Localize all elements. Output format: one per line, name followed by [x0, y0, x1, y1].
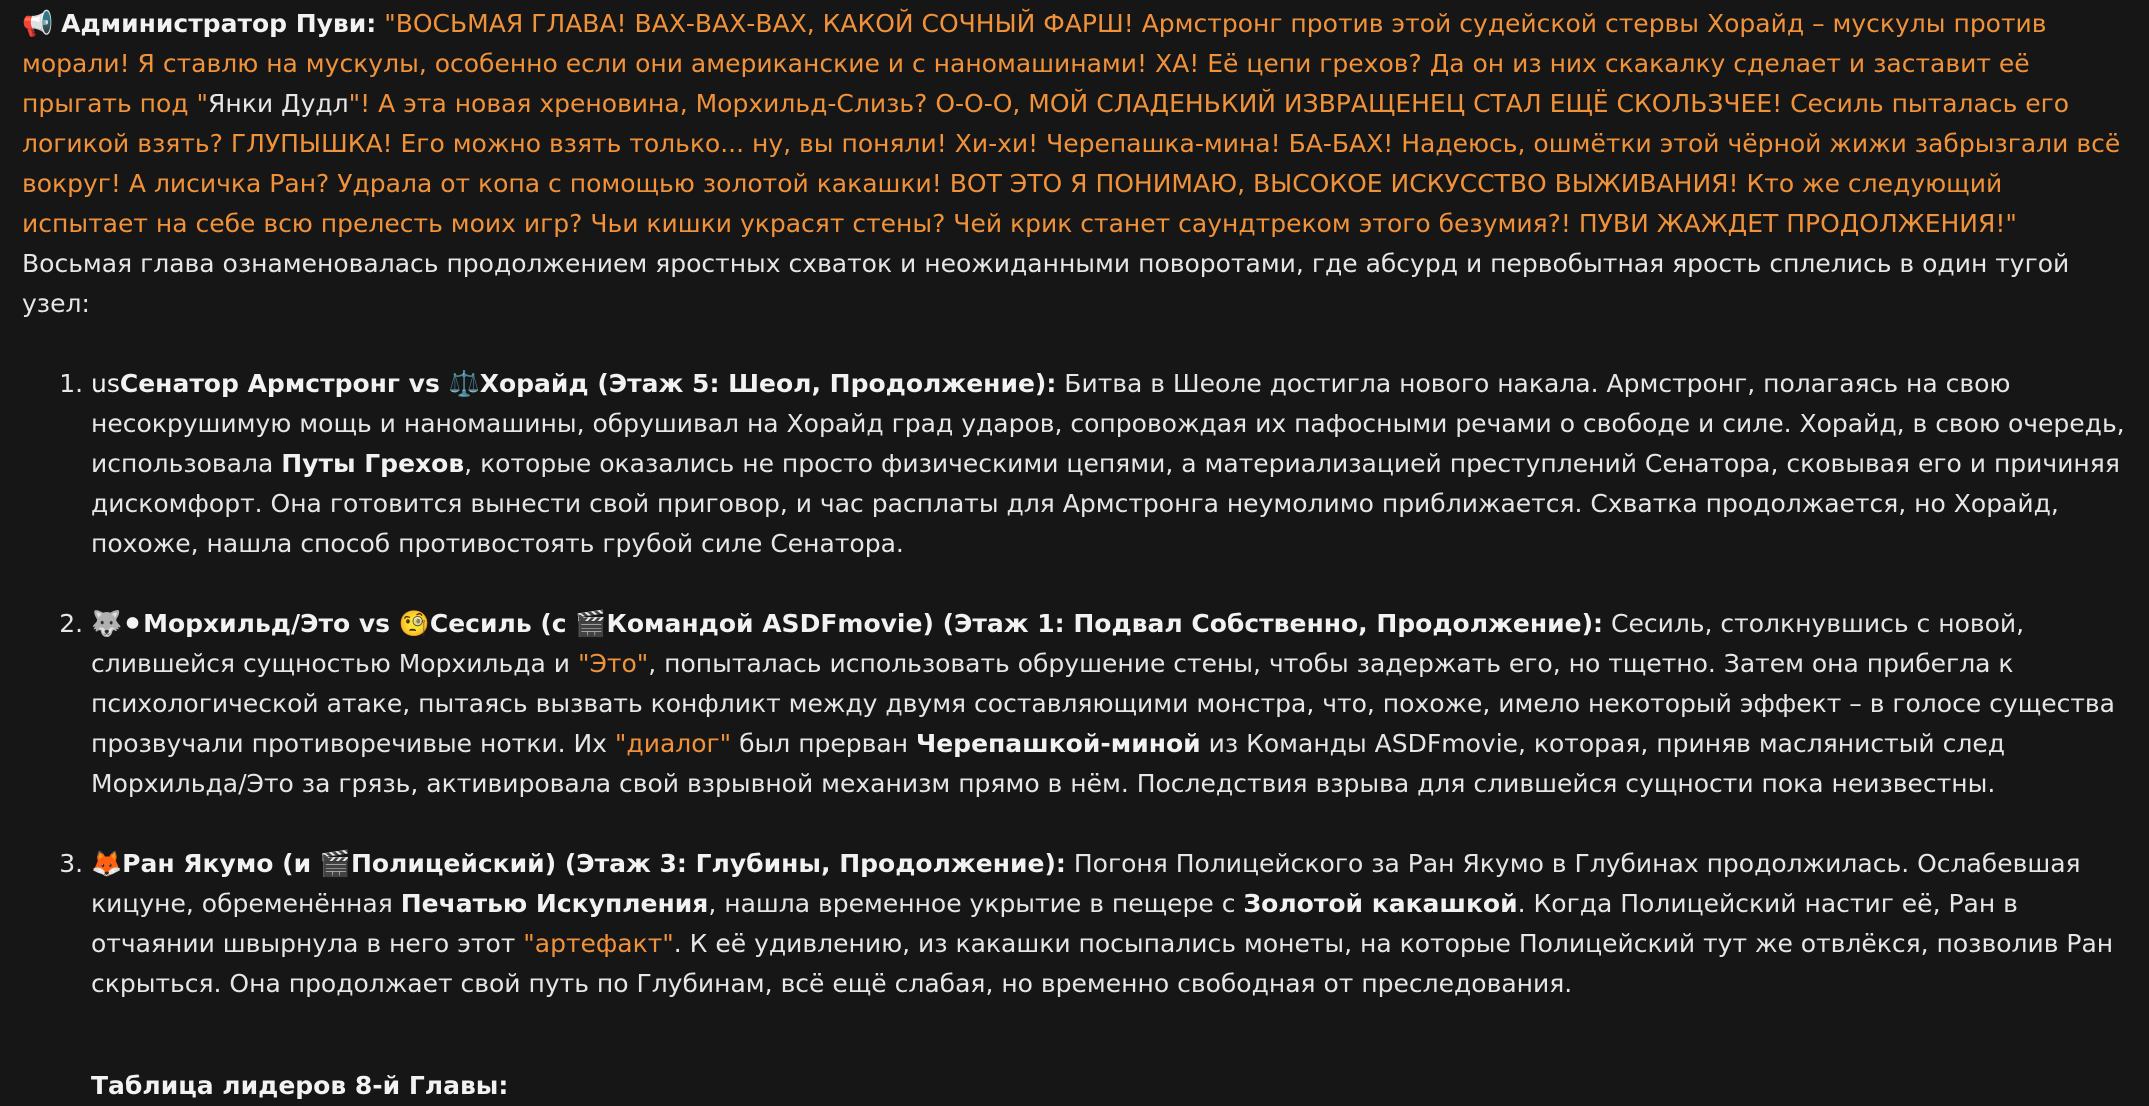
battle-title-a: Ран Якумо (и: [122, 849, 320, 878]
battle-title-a: Сенатор Армстронг vs: [119, 369, 449, 398]
cut-off-line: [91, 1066, 891, 1100]
list-item: [91, 364, 2132, 564]
battle-text: был прерван: [731, 729, 917, 758]
battle-text: Сесиль, столкнувшись с новой, слившейся сущностью Морхильда и: [91, 609, 2025, 678]
list-item: [91, 604, 2132, 804]
battle-title-c: Командой ASDFmovie) (Этаж 1: Подвал Собственно, Продолжение):: [606, 609, 1604, 638]
battle-text: , нашла временное укрытие в пещере с: [708, 889, 1244, 918]
clapper-icon: 🎬: [319, 849, 351, 878]
battle-title: [91, 849, 1066, 878]
speaker-name: Администратор Пуви:: [61, 9, 377, 38]
chapter-summary: Восьмая глава ознаменовалась продолжением яростных схваток и неожиданными поворотами, где абсурд и первобытная ярость сплелись в один тугой узел:: [22, 249, 2070, 318]
battle-text: из Команды ASDFmovie, которая, приняв маслянистый след Морхильда/Это за грязь, активировала свой взрывной механизм прямо в нём. Последствия взрыва для слившейся сущности пока неизвестны.: [91, 729, 2005, 798]
battle-title: [91, 609, 1603, 638]
battle-bold: Черепашкой-миной: [916, 729, 1201, 758]
battle-text: , попыталась использовать обрушение стены, чтобы задержать его, но тщетно. Затем она прибегла к психологической атаке, пытаясь вызвать конфликт между двумя составляющими монстра, что, похоже, имело некоторый эффект – в голосе существа прозвучали противоречивые нотки. Их: [91, 649, 2115, 758]
battle-bold: Путы Грехов: [281, 449, 465, 478]
battle-text: , которые оказались не просто физическими цепями, а материализацией преступлений Сенатора, сковывая его и причиняя дискомфорт. Она готовится вынести свой приговор, и час расплаты для Армстронга неумолимо приближается. Схватка продолжается, но Хорайд, похоже, нашла способ противостоять грубой силе Сенатора.: [91, 449, 2120, 558]
megaphone-icon: 📢: [22, 9, 54, 38]
battle-title-b: Полицейский) (Этаж 3: Глубины, Продолжение):: [350, 849, 1066, 878]
monocle-face-icon: 🧐: [398, 609, 430, 638]
admin-quote-part2: "! А эта новая хреновина, Морхильд-Слизь? О-О-О, МОЙ СЛАДЕНЬКИЙ ИЗВРАЩЕНЕЦ СТАЛ ЕЩЁ СКОЛЬЗЧЕЕ! Сесиль пыталась его логикой взять? ГЛУПЫШКА! Его можно взять только... ну, вы поняли! Хи-хи! Черепашка-мина! БА-БАХ! Надеюсь, ошмётки этой чёрной жижи забрызгали всё вокруг! А лисичка Ран? Удрала от копа с помощью золотой какашки! ВОТ ЭТО Я ПОНИМАЮ, ВЫСОКОЕ ИСКУССТВО ВЫЖИВАНИЯ! Кто же следующий испытает на себе всю прелесть моих игр? Чьи кишки украсят стены? Чей крик станет саундтреком этого безумия?! ПУВИ ЖАЖДЕТ ПРОДОЛЖЕНИЯ!": [22, 89, 2121, 238]
battle-title-b: Сесиль (с: [429, 609, 576, 638]
us-flag-icon: us: [91, 369, 120, 398]
scales-icon: ⚖️: [448, 369, 480, 398]
battle-highlight: "артефакт": [523, 929, 674, 958]
black-circle-icon: ⚫: [122, 609, 144, 638]
battle-bold: Золотой какашкой: [1243, 889, 1518, 918]
fox-icon: 🦊: [91, 849, 123, 878]
battle-title-a: Морхильд/Это vs: [143, 609, 399, 638]
battle-text: Погоня Полицейского за Ран Якумо в Глубинах продолжилась. Ослабевшая кицуне, обременённая: [91, 849, 2081, 918]
wolf-icon: 🐺: [91, 609, 123, 638]
battle-title: [91, 369, 1056, 398]
battle-text: Битва в Шеоле достигла нового накала. Армстронг, полагаясь на свою несокрушимую мощь и наномашины, обрушивал на Хорайд град ударов, сопровождая их пафосными речами о свободе и силе. Хорайд, в свою очередь, использовала: [91, 369, 2125, 478]
battle-bold: Печатью Искупления: [400, 889, 709, 918]
battle-title-b: Хорайд (Этаж 5: Шеол, Продолжение):: [479, 369, 1057, 398]
clapper-icon: 🎬: [575, 609, 607, 638]
admin-quote-part1: "ВОСЬМАЯ ГЛАВА! ВАХ-ВАХ-ВАХ, КАКОЙ СОЧНЫЙ ФАРШ! Армстронг против этой судейской стервы Хорайд – мускулы против морали! Я ставлю на мускулы, особенно если они американские и с наномашинами! ХА! Её цепи грехов? Да он из них скакалку сделает и заставит её прыгать под ": [22, 9, 2047, 118]
list-item: [91, 844, 2132, 1004]
battle-text: . К её удивлению, из какашки посыпались монеты, на которые Полицейский тут же отвлёкся, позволив Ран скрыться. Она продолжает свой путь по Глубинам, всё ещё слабая, но временно свободная от преследования.: [91, 929, 2114, 998]
chat-message: [22, 4, 2132, 1044]
battle-highlight: "Это": [577, 649, 649, 678]
battle-text: . Когда Полицейский настиг её, Ран в отчаянии швырнула в него этот: [91, 889, 2018, 958]
leaderboard-heading: Таблица лидеров 8-й Главы:: [91, 1071, 509, 1100]
battle-highlight: "диалог": [614, 729, 732, 758]
battle-list: [22, 364, 2132, 1004]
admin-quote-song: Янки Дудл: [208, 89, 349, 118]
admin-quote-paragraph: [22, 4, 2132, 244]
